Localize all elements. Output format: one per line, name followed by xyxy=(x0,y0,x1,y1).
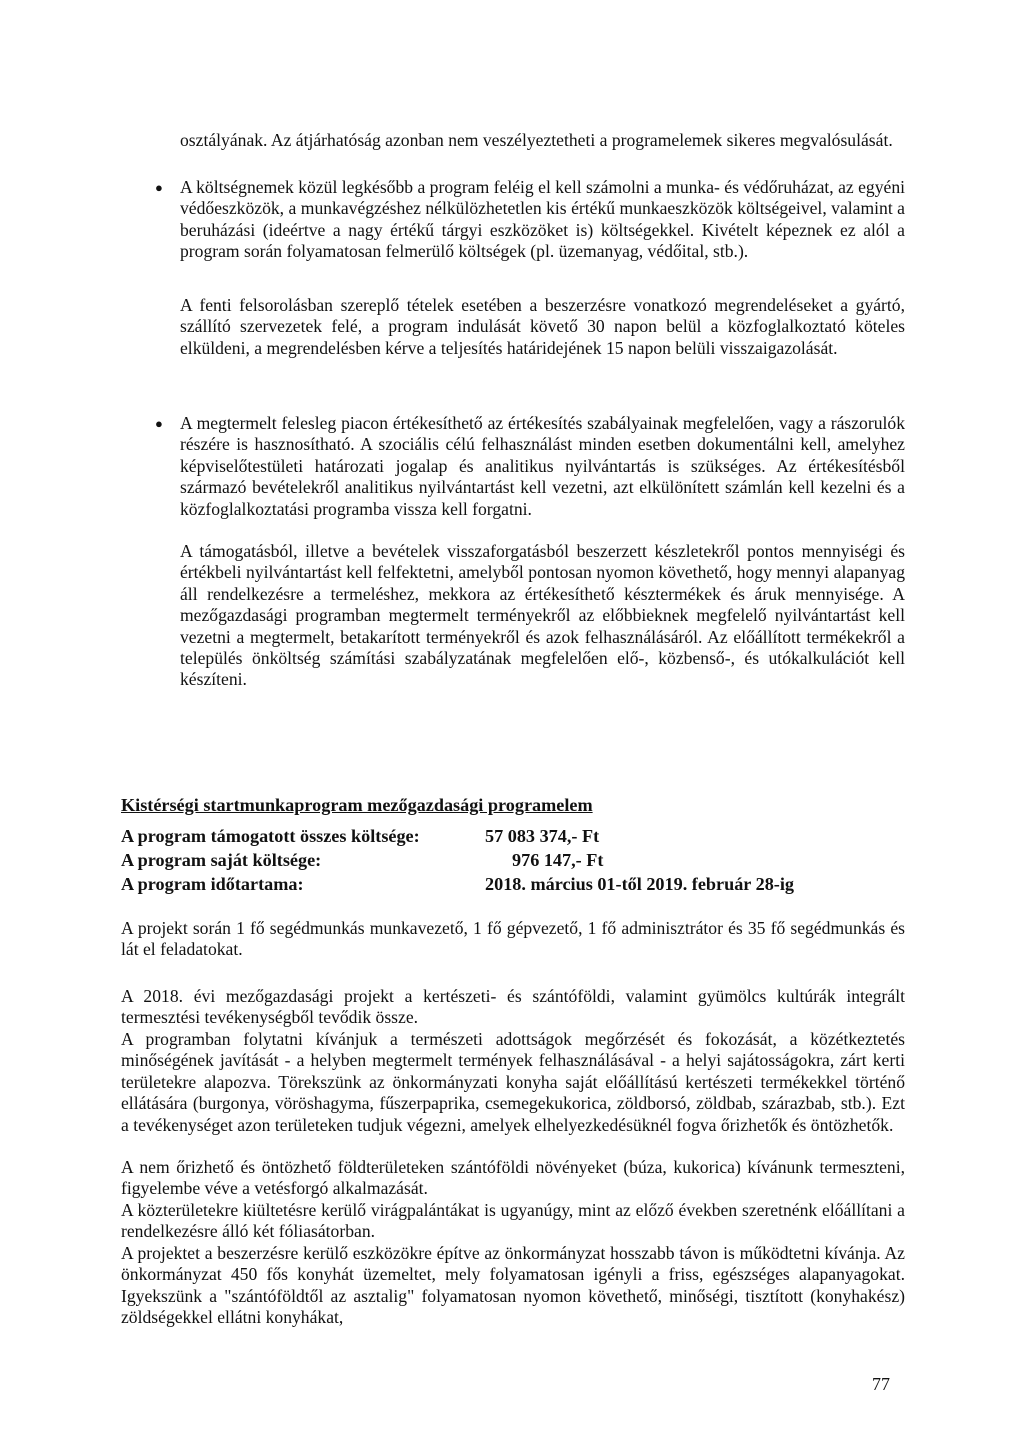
bullet-paragraph-costs-continued: A fenti felsorolásban szereplő tételek esetében a beszerzésre vonatkozó megrendeléseket a gyártó, szállító szervezetek felé, a program indulását követő 30 napon belül a közfoglalkoztató köteles elküldeni, a megrendelésben kérve a teljesítés határidejének 15 napon belüli visszaigazolását. xyxy=(180,295,905,358)
own-cost-label: A program saját költsége: xyxy=(121,850,322,870)
cost-total-value: 57 083 374,- Ft xyxy=(485,826,600,846)
paragraph-goals: A programban folytatni kívánjuk a természeti adottságok megőrzését és fokozását, a közétkeztetés minőségének javítását - a helyben megtermelt termények felhasználásával - a helyi sajátosságokra, zárt kerti területekre alapozva. Törekszünk az önkormányzati konyha saját előállítású kertészeti termékekkel történő ellátására (burgonya, vöröshagyma, fűszerpaprika, csemegekukorica, zöldborsó, zöldbab, szárazbab, stb.). Ezt a tevékenységet azon területeken tudjuk végezni, amelyek elhelyezkedésüknél fogva őrizhetők és öntözhetők. xyxy=(121,1029,905,1135)
continued-paragraph: osztályának. Az átjárhatóság azonban nem veszélyeztetheti a programelemek sikeres megvalósulását. xyxy=(180,130,893,150)
page-number: 77 xyxy=(872,1374,890,1394)
own-cost-value: 976 147,- Ft xyxy=(512,850,604,870)
duration-value: 2018. március 01-től 2019. február 28-ig xyxy=(485,874,794,894)
bullet-icon: ● xyxy=(155,416,163,431)
cost-total-label: A program támogatott összes költsége: xyxy=(121,826,420,846)
paragraph-field-crops: A nem őrizhető és öntözhető földterületeken szántóföldi növényeket (búza, kukorica) kívánunk termeszteni, figyelembe véve a vetésforgó alkalmazását. xyxy=(121,1157,905,1199)
bullet-icon: ● xyxy=(155,180,163,195)
bullet-paragraph-costs: A költségnemek közül legkésőbb a program feléig el kell számolni a munka- és védőruházat, az egyéni védőeszközök, a munkavégzéshez nélkülözhetetlen kis értékű munkaeszközök költségeivel, valamint a beruházási (ideértve a nagy értékű tárgyi eszközöket is) költségekkel. Kivételt képeznek ez alól a program során folyamatosan felmerülő költségek (pl. üzemanyag, védőital, stb.). xyxy=(180,177,906,262)
paragraph-project-intro: A 2018. évi mezőgazdasági projekt a kertészeti- és szántóföldi, valamint gyümölcs kultúrák integrált termesztési tevékenységből tevődik össze. xyxy=(121,986,905,1028)
section-heading: Kistérségi startmunkaprogram mezőgazdasági programelem xyxy=(121,795,593,815)
duration-label: A program időtartama: xyxy=(121,874,304,894)
paragraph-staffing: A projekt során 1 fő segédmunkás munkavezető, 1 fő gépvezető, 1 fő adminisztrátor és 35 fő segédmunkás és lát el feladatokat. xyxy=(121,918,905,960)
bullet-paragraph-surplus-continued: A támogatásból, illetve a bevételek visszaforgatásból beszerzett készletekről pontos mennyiségi és értékbeli nyilvántartást kell felfektetni, amelyből pontosan nyomon követhető, hogy mennyi alapanyag áll rendelkezésre a termeléshez, mekkora az értékesíthető késztermékek és áruk mennyisége. A mezőgazdasági programban megtermelt terményekről az előbbieknek megfelelő nyilvántartást kell vezetni a megtermelt, betakarított terményekről és azok felhasználásáról. Az előállított termékekről a település önköltség számítási szabályzatának megfelelően elő-, közbenső-, és utókalkulációt kell készíteni. xyxy=(180,541,905,690)
paragraph-seedlings: A közterületekre kiültetésre kerülő virágpalántákat is ugyanúgy, mint az előző években szeretnénk előállítani a rendelkezésre álló két fóliasátorban. xyxy=(121,1200,905,1242)
paragraph-sustainability: A projektet a beszerzésre kerülő eszközökre építve az önkormányzat hosszabb távon is működtetni kívánja. Az önkormányzat 450 fős konyhát üzemeltet, mely folyamatosan igényli a friss, egészséges alapanyagokat. Igyekszünk a "szántóföldtől az asztalig" folyamatosan nyomon követhető, minőségi, tisztított (konyhakész) zöldségekkel ellátni konyhákat, xyxy=(121,1243,905,1328)
bullet-paragraph-surplus: A megtermelt felesleg piacon értékesíthető az értékesítés szabályainak megfelelően, vagy a rászorulók részére is hasznosítható. A szociális célú felhasználást minden esetben dokumentálni kell, amelyhez képviselőtestületi határozati jogalap és analitikus nyilvántartás is szükséges. Az értékesítésből származó bevételekről analitikus nyilvántartást kell vezetni, azt elkülönített számlán kell kezelni és a közfoglalkoztatási programba vissza kell forgatni. xyxy=(180,413,905,519)
